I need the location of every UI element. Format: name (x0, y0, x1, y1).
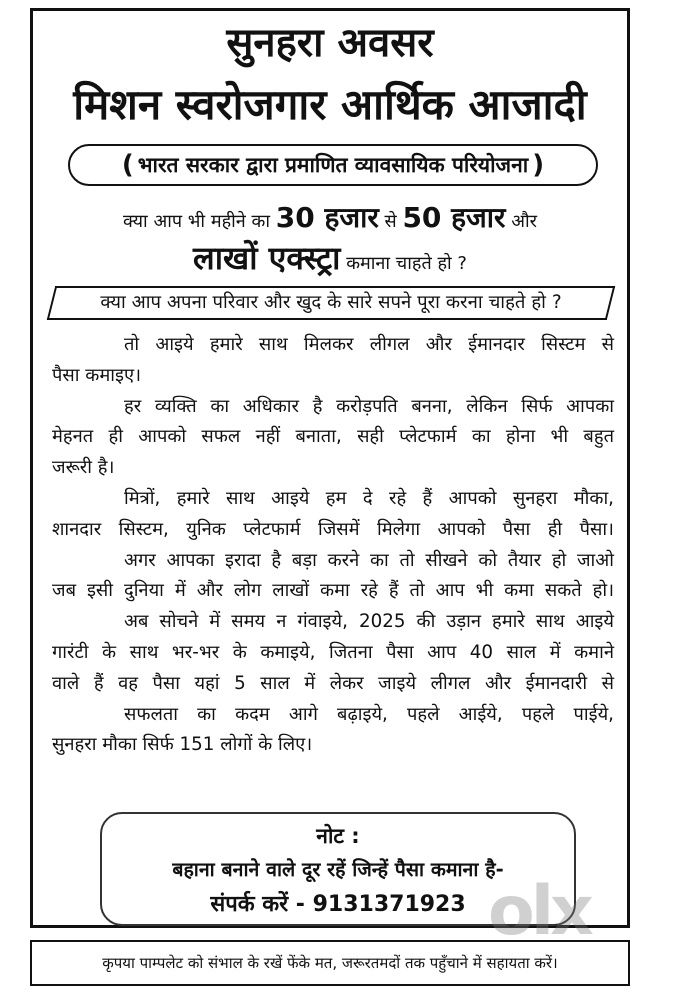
box-right-slash (605, 286, 615, 320)
q1-prefix: क्या आप भी महीने का (122, 211, 270, 232)
q1-amount2: 50 हजार (402, 201, 506, 234)
dream-question-text: क्या आप अपना परिवार और खुद के सारे सपने पूरा करना चाहते हो ? (100, 292, 562, 313)
govt-certified-banner (68, 144, 598, 186)
p4-line2: जब इसी दुनिया में और लोग लाखों कमा रहे हैं तो आप भी कमा सकते हो। (52, 580, 614, 602)
q1-amount1: 30 हजार (275, 201, 379, 234)
q1-suffix: और (511, 211, 538, 232)
earning-question-line1 (30, 200, 630, 240)
headline-mission: मिशन स्वरोजगार आर्थिक आजादी (73, 80, 587, 129)
p1-line2: पैसा कमाइए। (52, 364, 142, 386)
p2-line3: जरूरी है। (52, 457, 115, 479)
p2-line1: हर व्यक्ति का अधिकार है करोड़पति बनना, लेकिन सिर्फ आपका (124, 395, 614, 417)
q2-highlight: लाखों एक्स्ट्रा (193, 239, 341, 277)
p2-line2: मेहनत ही आपको सफल नहीं बनाता, सही प्लेटफार्म का होना भी बहुत (52, 426, 614, 448)
p5-line2: गारंटी के साथ भर-भर के कमाइये, जितना पैसा आप 40 साल में कमाने (52, 641, 614, 663)
footer-text: कृपया पाम्पलेट को संभाल के रखें फेंके मत, जरूरतमदों तक पहुँचाने में सहायता करें। (102, 954, 558, 972)
p4-line1: अगर आपका इरादा है बड़ा करने का तो सीखने को तैयार हो जाओ (124, 549, 614, 571)
earning-question-line2 (30, 238, 630, 284)
olx-watermark: olx (488, 872, 590, 951)
p1-line1: तो आइये हमारे साथ मिलकर लीगल और ईमानदार सिस्टम से (124, 334, 614, 355)
box-bottom-border (47, 318, 607, 320)
p5-line4: सफलता का कदम आगे बढ़ाइये, पहले आईये, पहले पाईये, (124, 703, 614, 725)
q1-middle: से (384, 211, 397, 232)
p5-line3: वाले हैं वह पैसा यहां 5 साल में लेकर जाइये लीगल और ईमानदारी से (52, 672, 614, 694)
box-left-slash (47, 286, 57, 320)
note-text: बहाना बनाने वाले दूर रहें जिन्हें पैसा कमाना है- (172, 858, 504, 881)
q2-suffix: कमाना चाहते हो ? (346, 253, 467, 274)
p5-line1: अब सोचने में समय न गंवाइये, 2025 की उड़ान हमारे साथ आइये (124, 611, 614, 633)
contact-number[interactable]: संपर्क करें - 9131371923 (210, 892, 466, 917)
p3-line1: मित्रों, हमारे साथ आइये हम दे रहे हैं आपको सुनहरा मौका, (124, 487, 614, 509)
note-heading: नोट : (316, 824, 360, 848)
dream-question-box (45, 286, 617, 320)
headline-golden-opportunity: सुनहरा अवसर (226, 20, 434, 66)
body-text (52, 330, 614, 761)
p3-line2: शानदार सिस्टम, युनिक प्लेटफार्म जिसमें मिलेगा आपको पैसा ही पैसा। (52, 518, 614, 540)
footer-notice (30, 940, 630, 986)
p5-line5: सुनहरा मौका सिर्फ 151 लोगों के लिए। (52, 734, 313, 756)
right-paren-icon: ) (532, 150, 545, 180)
box-top-border (55, 286, 615, 288)
banner-text: भारत सरकार द्वारा प्रमाणित व्यावसायिक परियोजना (137, 153, 529, 177)
left-paren-icon: ( (121, 150, 134, 180)
